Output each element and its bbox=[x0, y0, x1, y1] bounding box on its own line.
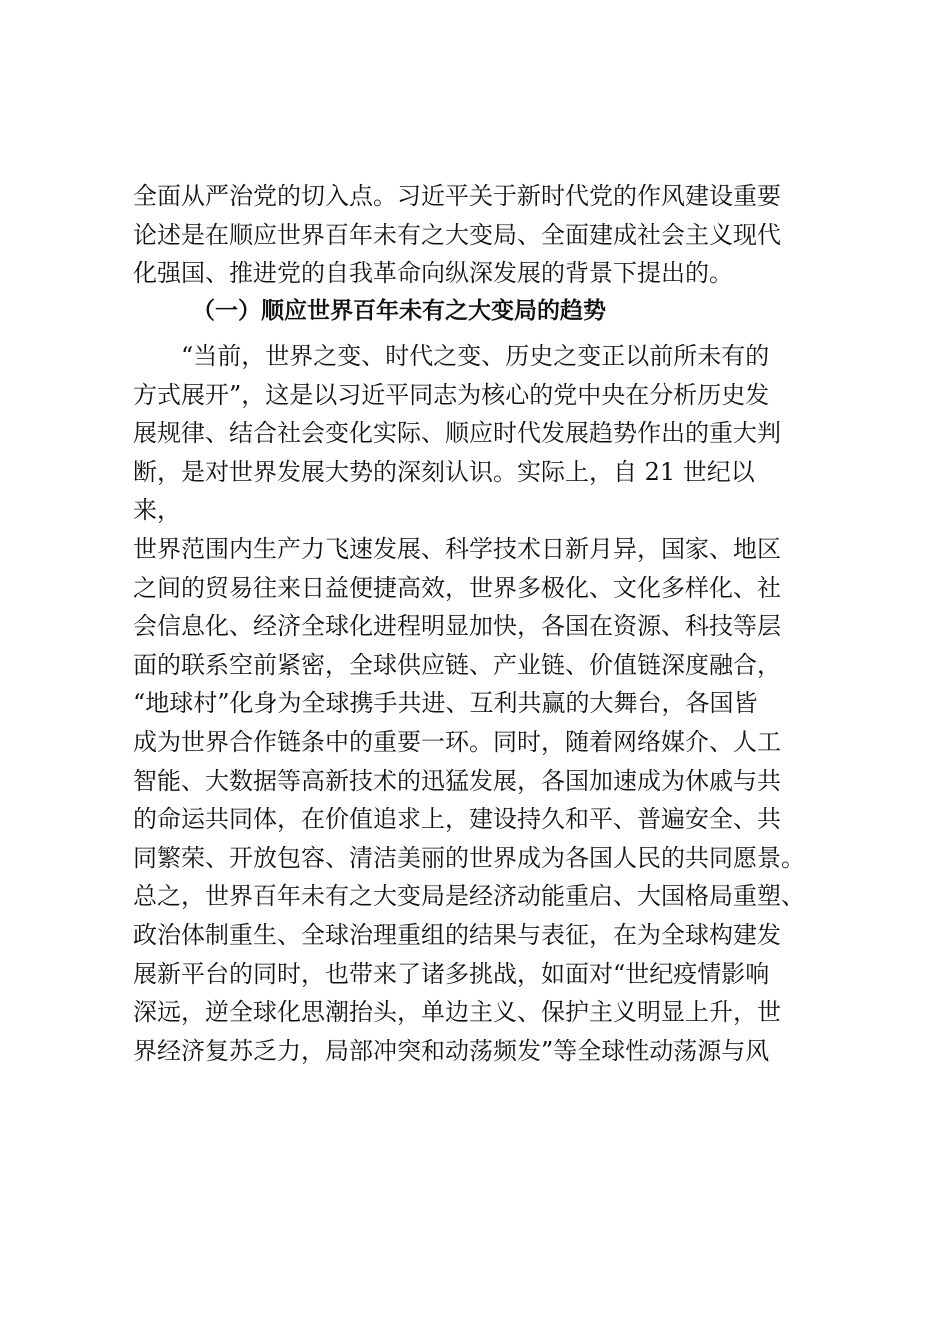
text-line: 论述是在顺应世界百年未有之大变局、全面建成社会主义现代 bbox=[133, 220, 781, 249]
text-line: 会信息化、经济全球化进程明显加快，各国在资源、科技等层 bbox=[133, 612, 781, 641]
text-line: 的命运共同体，在价值追求上，建设持久和平、普遍安全、共 bbox=[133, 805, 781, 834]
text-line: 界经济复苏乏力，局部冲突和动荡频发”等全球性动荡源与风 bbox=[133, 1036, 770, 1065]
text-line: 全面从严治党的切入点。习近平关于新时代党的作风建设重要 bbox=[133, 182, 781, 210]
text-line: “当前，世界之变、时代之变、历史之变正以前所未有的 bbox=[181, 342, 770, 370]
text-line: 之间的贸易往来日益便捷高效，世界多极化、文化多样化、社 bbox=[133, 573, 781, 602]
text-line: “地球村”化身为全球携手共进、互利共赢的大舞台，各国皆 bbox=[133, 689, 758, 718]
text-line: 断，是对世界发展大势的深刻认识。实际上，自 21 世纪以 bbox=[133, 457, 755, 486]
text-line: 方式展开”，这是以习近平同志为核心的党中央在分析历史发 bbox=[133, 380, 770, 409]
section-heading: （一）顺应世界百年未有之大变局的趋势 bbox=[192, 298, 606, 324]
paragraph-world-development bbox=[133, 530, 833, 1070]
text-line: 化强国、推进党的自我革命向纵深发展的背景下提出的。 bbox=[133, 259, 733, 288]
text-line: 成为世界合作链条中的重要一环。同时，随着网络媒介、人工 bbox=[133, 727, 781, 756]
text-line: 面的联系空前紧密，全球供应链、产业链、价值链深度融合， bbox=[133, 650, 781, 679]
text-line: 深远，逆全球化思潮抬头，单边主义、保护主义明显上升，世 bbox=[133, 998, 781, 1027]
paragraph-intro bbox=[133, 177, 833, 293]
text-line: 展新平台的同时，也带来了诸多挑战，如面对“世纪疫情影响 bbox=[133, 959, 770, 988]
text-line: 同繁荣、开放包容、清洁美丽的世界成为各国人民的共同愿景。 bbox=[133, 843, 805, 872]
text-line: 总之，世界百年未有之大变局是经济动能重启、大国格局重塑、 bbox=[133, 882, 805, 911]
paragraph-current-situation bbox=[133, 337, 833, 530]
text-line: 智能、大数据等高新技术的迅猛发展，各国加速成为休戚与共 bbox=[133, 766, 781, 795]
text-line: 政治体制重生、全球治理重组的结果与表征，在为全球构建发 bbox=[133, 920, 781, 949]
text-line: 世界范围内生产力飞速发展、科学技术日新月异，国家、地区 bbox=[133, 535, 781, 563]
text-line: 来， bbox=[133, 496, 181, 525]
text-line: 展规律、结合社会变化实际、顺应时代发展趋势作出的重大判 bbox=[133, 419, 781, 448]
